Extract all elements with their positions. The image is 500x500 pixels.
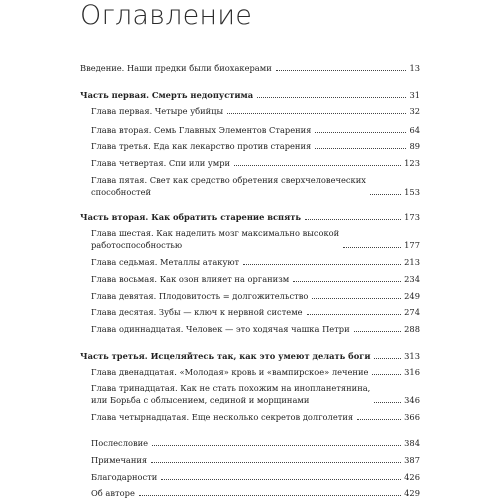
dot-leader [234, 165, 401, 166]
toc-part-3[interactable] [80, 350, 420, 362]
dot-leader [276, 70, 407, 71]
dot-leader [354, 331, 402, 332]
toc-entry-page: 384 [404, 438, 420, 448]
toc-entry-page: 426 [404, 472, 420, 482]
toc-part-1[interactable] [80, 89, 420, 101]
toc-entry-page: 213 [404, 257, 420, 267]
toc-entry-page: 387 [404, 455, 420, 465]
toc-entry-page: 123 [404, 158, 420, 168]
toc-entry-label-line2: или Борьба с облысением, сединой и морщинами [91, 395, 310, 405]
dot-leader [343, 247, 401, 248]
toc-entry-introduction[interactable] [80, 62, 420, 74]
toc-afterword[interactable] [91, 437, 420, 449]
toc-entry-label: Об авторе [91, 488, 135, 498]
toc-entry-label: Глава девятая. Плодовитость = долгожительство [91, 291, 309, 301]
toc-entry-label: Глава восьмая. Как озон влияет на организм [91, 274, 290, 284]
toc-entry-label [91, 382, 370, 406]
toc-entry-label: Глава одиннадцатая. Человек — это ходячая чашка Петри [91, 324, 350, 334]
toc-entry-page: 153 [404, 187, 420, 197]
toc-chapter-8[interactable] [91, 273, 420, 285]
toc-entry-label-line1: Глава тринадцатая. Как не стать похожим на инопланетянина, [91, 383, 371, 393]
toc-entry-label [91, 227, 339, 251]
dot-leader [372, 374, 401, 375]
toc-chapter-1[interactable] [91, 105, 420, 117]
toc-entry-label: Глава седьмая. Металлы атакуют [91, 257, 240, 267]
toc-entry-page: 429 [404, 488, 420, 498]
dot-leader [139, 495, 401, 496]
toc-chapter-9[interactable] [91, 290, 420, 302]
toc-entry-page: 177 [404, 240, 420, 250]
toc-entry-page: 346 [404, 395, 420, 405]
toc-chapter-12[interactable] [91, 366, 420, 378]
toc-entry-page: 234 [404, 274, 420, 284]
toc-entry-page: 313 [404, 351, 420, 361]
dot-leader [293, 281, 401, 282]
toc-entry-page: 173 [404, 212, 420, 222]
toc-part-2[interactable] [80, 211, 420, 223]
toc-part-label: Часть вторая. Как обратить старение вспять [80, 212, 302, 222]
toc-chapter-5[interactable] [91, 174, 420, 198]
toc-chapter-6[interactable] [91, 227, 420, 251]
toc-entry-label-line2: работоспособностью [91, 240, 183, 250]
dot-leader [257, 97, 406, 98]
toc-entry-page: 89 [409, 141, 420, 151]
toc-entry-label: Введение. Наши предки были биохакерами [80, 63, 272, 73]
dot-leader [161, 479, 401, 480]
toc-chapter-11[interactable] [91, 323, 420, 335]
dot-leader [305, 219, 401, 220]
toc-entry-label-line1: Глава шестая. Как наделить мозг максимально высокой [91, 228, 340, 238]
dot-leader [307, 314, 402, 315]
dot-leader [374, 402, 401, 403]
toc-chapter-7[interactable] [91, 256, 420, 268]
toc-chapter-3[interactable] [91, 140, 420, 152]
toc-acknowledgements[interactable] [91, 471, 420, 483]
dot-leader [151, 462, 401, 463]
toc-entry-label: Благодарности [91, 472, 158, 482]
toc-entry-label: Примечания [91, 455, 148, 465]
toc-entry-label: Глава четвертая. Спи или умри [91, 158, 231, 168]
toc-entry-page: 13 [409, 63, 420, 73]
toc-entry-label-line2: способностей [91, 187, 152, 197]
dot-leader [312, 298, 401, 299]
page-title: Оглавление [80, 0, 253, 31]
toc-chapter-13[interactable] [91, 382, 420, 406]
toc-entry-page: 316 [404, 367, 420, 377]
dot-leader [374, 358, 401, 359]
toc-entry-page: 32 [409, 106, 420, 116]
dot-leader [370, 194, 401, 195]
toc-notes[interactable] [91, 454, 420, 466]
toc-entry-page: 31 [409, 90, 420, 100]
toc-entry-label: Послесловие [91, 438, 149, 448]
dot-leader [357, 419, 401, 420]
toc-entry-page: 288 [404, 324, 420, 334]
toc-entry-label: Глава третья. Еда как лекарство против старения [91, 141, 312, 151]
toc-entry-label: Глава десятая. Зубы — ключ к нервной системе [91, 307, 303, 317]
toc-entry-label: Глава первая. Четыре убийцы [91, 106, 224, 116]
dot-leader [243, 264, 401, 265]
dot-leader [315, 148, 406, 149]
toc-chapter-10[interactable] [91, 306, 420, 318]
toc-entry-label-line1: Глава пятая. Свет как средство обретения сверхчеловеческих [91, 175, 366, 185]
toc-chapter-14[interactable] [91, 411, 420, 423]
dot-leader [152, 445, 401, 446]
toc-part-label: Часть первая. Смерть недопустима [80, 90, 254, 100]
toc-entry-page: 274 [404, 307, 420, 317]
toc-chapter-4[interactable] [91, 157, 420, 169]
toc-entry-label [91, 174, 366, 198]
toc-entry-label: Глава вторая. Семь Главных Элементов Старения [91, 125, 312, 135]
dot-leader [315, 132, 406, 133]
toc-entry-page: 64 [409, 125, 420, 135]
toc-entry-page: 366 [404, 412, 420, 422]
toc-part-label: Часть третья. Исцеляйтесь так, как это умеют делать боги [80, 351, 371, 361]
toc-entry-label: Глава четырнадцатая. Еще несколько секретов долголетия [91, 412, 354, 422]
toc-about-author[interactable] [91, 487, 420, 499]
dot-leader [227, 113, 406, 114]
toc-chapter-2[interactable] [91, 124, 420, 136]
toc-entry-label: Глава двенадцатая. «Молодая» кровь и «вампирское» лечение [91, 367, 369, 377]
toc-entry-page: 249 [404, 291, 420, 301]
